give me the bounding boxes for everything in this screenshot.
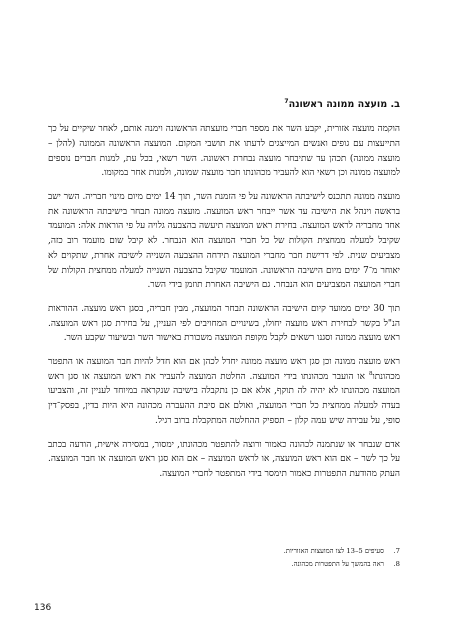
paragraph-2 bbox=[48, 190, 400, 293]
footnote-text: סעיפים 5–13 לצו המועצות האזוריות. bbox=[283, 547, 384, 555]
paragraph-3-text: תוך 30 ימים ממועד קיום הישיבה הראשונה תבחר המועצה, מבין חבריה, בסגן ראש מועצה. ההוראות הנ"ל בקשר לבחירת ראש מועצה יחולו, בשינויים המחויבים לפי העניין, על בחירת סגן ראש המועצה. ראש מועצה ממונה וסגנו רשאים לקבל מקופת המועצה משכורת באישור השר ובשיעור שקבע השר. bbox=[48, 303, 400, 344]
footnote-7 bbox=[48, 545, 400, 558]
footnote-8 bbox=[48, 558, 400, 571]
page-number: 136 bbox=[34, 603, 52, 613]
paragraph-4-text: ראש מועצה ממונה וכן סגן ראש מועצה ממונה יחדל לכהן אם הוא חדל להיות חבר המועצה או התפטר מכהונתו bbox=[48, 357, 400, 382]
paragraph-2-text: מועצה ממונה תתכנס לישיבתה הראשונה על פי הזמנת השר, תוך 14 ימים מיום מינוי חבריה. השר ישב בראשה וינהל את הישיבה עד אשר ייבחר ראש המועצה. מועצה ממונה תבחר בישיבתה הראשונה את אחד מחבריה לראש המועצה. בחירת ראש המועצה תיעשה בהצבעה גלויה על פי הוראות אלה: המועמד שקיבל למעלה ממחצית הקולות של כל חברי המועצה הוא הנבחר. לא קיבל שום מועמד רוב כזה, מצביעים שנית. לפי דרישת חבר מחברי המועצה תידחה ההצבעה השנייה לישיבה אחרת, שתקוים לא יאוחר מ־7 ימים מיום הישיבה הראשונה. המועמד שקיבל בהצבעה השנייה למעלה ממחצית הקולות של חברי המועצה המצביעים הוא הנבחר. גם הישיבה האחרת תוזמן בידי השר. bbox=[48, 192, 401, 291]
paragraph-4-tail: או הועבר מכהונתו בידי המועצה. החלטת המועצה להעביר את ראש המועצה או סגן ראש המועצה מכהונתו לא יהיה לה תוקף, אלא אם כן נתקבלה בישיבה שנקראה במיוחד לעניין זה, והצביעו בעדה למעלה ממחצית כל חברי המועצה, ואולם אם סיבת ההעברה מכהונה היא היות בדין, בפסק־דין סופי, על עבירה שיש עמה קלון – תספיק ההחלטה המתקבלת ברוב רגיל. bbox=[48, 371, 400, 426]
document-page bbox=[48, 98, 400, 491]
paragraph-1-text: הוקמה מועצה אזורית, יקבע השר את מספר חברי מועצתה הראשונה וימנה אותם, לאחר שיקיים על כך התייעצות עם גופים ואנשים המייצגים לדעתו את תושבי המקום. המועצה הראשונה הממונה (להלן – מועצה ממונה) תכהן עד שתיבחר מועצה נבחרת ראשונה. השר רשאי, בכל עת, למנות חברים נוספים למועצה ממונה וכן רשאי הוא להעביר מכהונתו חבר מועצה שמונה, ולמנות אחר במקומו. bbox=[48, 124, 400, 179]
paragraph-5-text: אדם שנבחר או שנתמנה לכהונה כאמור ורוצה להתפטר מכהונתו, ימסור, במסירה אישית, הודעה בכתב על כך לשר – אם הוא ראש המועצה, או לראש המועצה – אם הוא סגן ראש המועצה או חבר המועצה. העתק מהודעת התפטרות כאמור תימסר בידי המתפטר לחברי המועצה. bbox=[48, 439, 400, 479]
footnotes bbox=[48, 545, 400, 571]
paragraph-1 bbox=[48, 122, 400, 181]
footnote-number: 7. bbox=[393, 547, 400, 555]
footnote-text: ראה בהמשך על התפטרות מכהונה. bbox=[291, 560, 384, 568]
paragraph-3 bbox=[48, 302, 400, 346]
section-heading bbox=[48, 98, 400, 110]
footnote-ref-7: 7 bbox=[284, 98, 289, 105]
section-heading-text: ב. מועצה ממונה ראשונה bbox=[288, 99, 400, 111]
footnote-ref-8: 8 bbox=[368, 370, 373, 377]
footnote-number: 8. bbox=[393, 560, 400, 568]
paragraph-5 bbox=[48, 438, 400, 482]
paragraph-4 bbox=[48, 355, 400, 429]
